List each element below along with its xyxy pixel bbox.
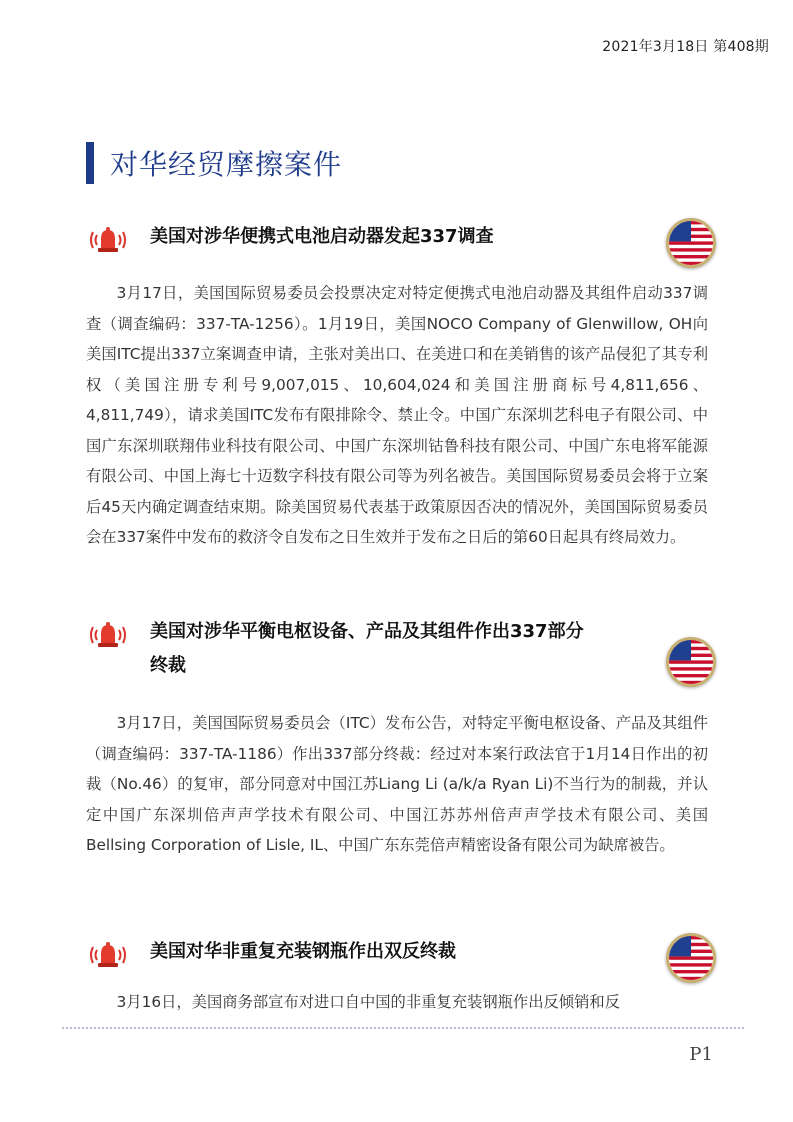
news-item-2 — [0, 615, 793, 854]
alarm-bell-icon — [86, 224, 130, 256]
us-flag-icon — [666, 637, 716, 687]
news-item-1 — [0, 220, 793, 546]
issue-date: 2021年3月18日 第408期 — [602, 39, 769, 55]
news-item-title: 美国对华非重复充装钢瓶作出双反终裁 — [150, 941, 456, 962]
alarm-bell-icon — [86, 939, 130, 971]
us-flag-icon — [666, 933, 716, 983]
news-item-title: 美国对涉华便携式电池启动器发起337调查 — [150, 226, 494, 247]
section-title-bar — [86, 142, 94, 184]
news-item-header — [0, 935, 793, 995]
us-flag-icon — [666, 218, 716, 268]
news-item-body: 3月17日，美国国际贸易委员会（ITC）发布公告，对特定平衡电枢设备、产品及其组件（调查编码：337-TA-1186）作出337部分终裁：经过对本案行政法官于1月14日作出的初裁（No.46）的复审，部分同意对中国江苏Liang Li (a/k/a Ryan Li)不当行为的制裁，并认定中国广东深圳倍声声学技术有限公司、中国江苏苏州倍声声学技术有限公司、美国Bellsing Corporation of Lisle, IL、中国广东东莞倍声精密设备有限公司为缺席被告。 — [86, 714, 708, 854]
footer-divider — [62, 1027, 744, 1029]
section-title-text: 对华经贸摩擦案件 — [110, 148, 343, 181]
alarm-bell-icon — [86, 619, 130, 651]
news-item-header — [0, 220, 793, 280]
news-item-title: 美国对涉华平衡电枢设备、产品及其组件作出337部分终裁 — [150, 621, 584, 676]
news-item-header — [0, 615, 793, 675]
news-item-3 — [0, 935, 793, 1011]
page-number: P1 — [689, 1044, 713, 1065]
news-item-body: 3月17日，美国国际贸易委员会投票决定对特定便携式电池启动器及其组件启动337调查（调查编码：337-TA-1256）。1月19日，美国NOCO Company of Glenwillow, OH向美国ITC提出337立案调查申请，主张对美出口、在美进口和在美销售的该产品侵犯了其专利权（美国注册专利号9,007,015、10,604,024和美国注册商标号4,811,656、4,811,749），请求美国ITC发布有限排除令、禁止令。中国广东深圳艺科电子有限公司、中国广东深圳联翔伟业科技有限公司、中国广东深圳钴鲁科技有限公司、中国广东电将军能源有限公司、中国上海七十迈数字科技有限公司等为列名被告。美国国际贸易委员会将于立案后45天内确定调查结束期。除美国贸易代表基于政策原因否决的情况外，美国国际贸易委员会在337案件中发布的救济令自发布之日生效并于发布之日后的第60日起具有终局效力。 — [86, 284, 708, 546]
section-title — [86, 142, 342, 184]
news-item-body: 3月16日，美国商务部宣布对进口自中国的非重复充装钢瓶作出反倾销和反 — [116, 993, 620, 1011]
